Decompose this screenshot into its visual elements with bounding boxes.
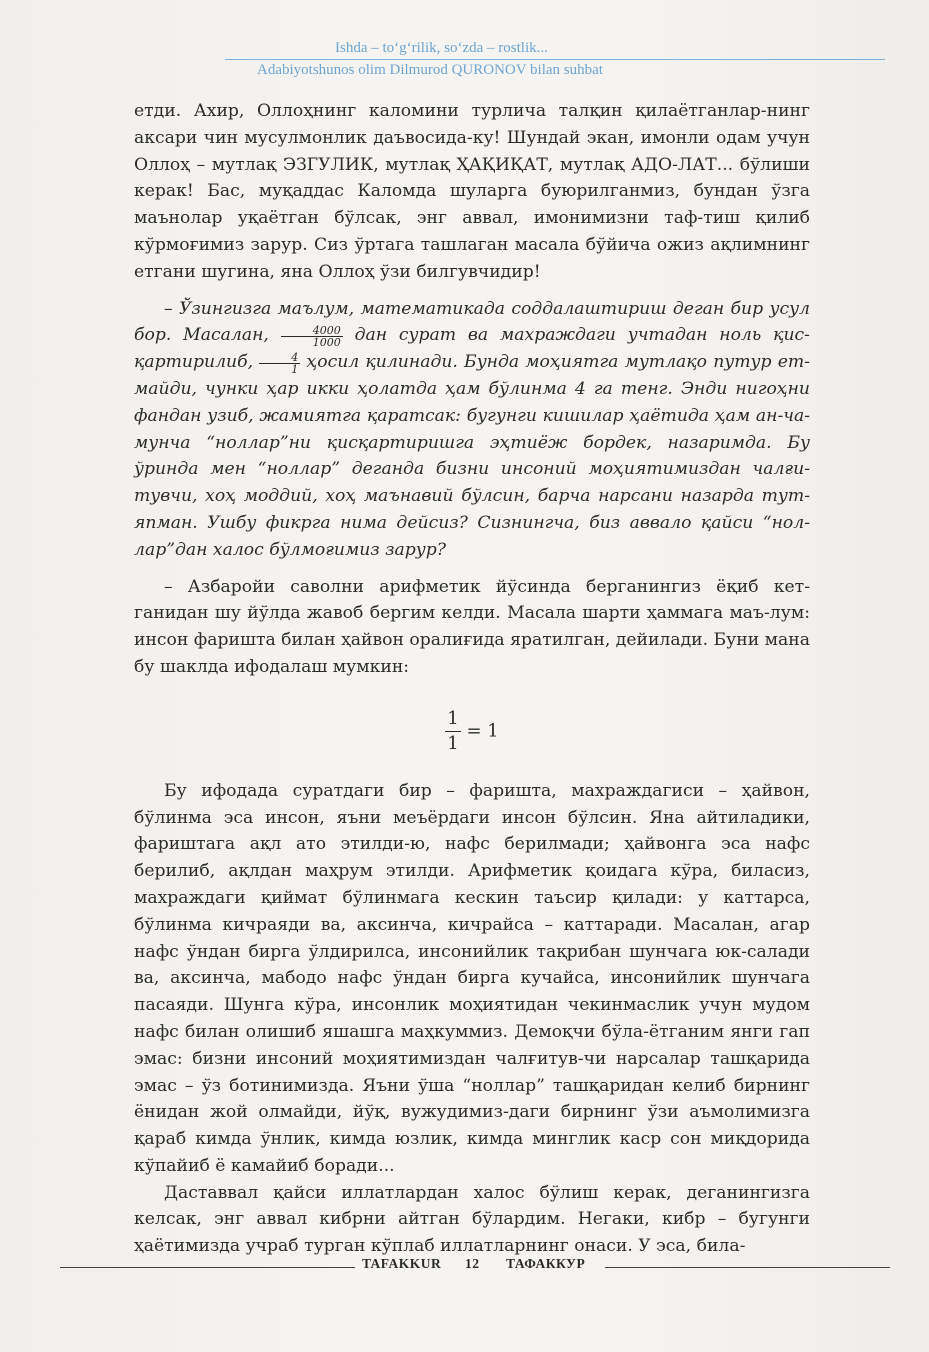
question-text-3: ҳосил қилинади. Бунда моҳиятга мутлақо путур ет-майди, чунки ҳар икки ҳолатда ҳам бўлинма 4 га тенг. Энди нигоҳни фандан узиб, жамиятга қаратсак: бугунги кишилар ҳаётида ҳам ан-ча-мунча “ноллар”ни қисқартиришга эҳтиёж бордек, назаримда. Бу ўринда мен “ноллар” деганда бизни инсоний моҳиятимиздан чалғи-тувчи, хоҳ моддий, хоҳ маънавий бўлсин, барча нарсани назарда тут-япман. Ушбу фикрга нима дейсиз? Сизнингча, биз аввало қайси “нол-лар”дан халос бўлмоғимиз зарур? (134, 352, 810, 560)
footer-magazine-latin: TAFAKKUR (362, 1256, 442, 1271)
fraction-numerator: 4 (259, 352, 300, 364)
footer-magazine-cyrillic: ТАФАККУР (506, 1256, 586, 1271)
fraction-numerator: 4000 (281, 325, 343, 337)
answer-paragraph: Даставвал қайси иллатлардан халос бўлиш керак, деганингизга келсак, энг аввал кибрни айтган бўлардим. Негаки, кибр – бугунги ҳаётимизда учраб турган кўплаб иллатларнинг онаси. У эса, била- (134, 1182, 810, 1257)
interviewer-question (134, 296, 810, 564)
article-body (134, 98, 810, 1260)
formula-fraction (445, 707, 460, 756)
question-text-1: – Ўзингизга маълум, математикада соддалаштириш деган бир усул бор. Масалан, (134, 298, 810, 346)
footer-rule-left (60, 1267, 355, 1268)
running-head-title: Ishda – to‘g‘rilik, so‘zda – rostlik... (335, 40, 548, 56)
page-footer (60, 1256, 890, 1276)
fraction-4-1 (259, 352, 300, 375)
fraction-4000-1000 (281, 325, 343, 348)
formula-numerator: 1 (445, 707, 460, 732)
running-head (225, 38, 885, 80)
question-text-2: дан сурат ва махраждаги учтадан ноль қис-қартирилиб, (134, 325, 810, 373)
formula-rhs: = 1 (466, 720, 499, 742)
answer-intro: – Азбаройи саволни арифметик йўсинда берганингиз ёқиб кет-ганидан шу йўлда жавоб бергим келди. Масала шарти ҳаммага маъ-лум: инсон фаришта билан ҳайвон оралиғида яратилган, дейилади. Буни мана бу шаклда ифодалаш мумкин: (134, 576, 810, 677)
paragraph-continuation: етди. Ахир, Оллоҳнинг каломини турлича талқин қилаётганлар-нинг аксари чин мусулмонлик даъвосида-ку! Шундай экан, имонли одам учун Оллоҳ – мутлақ ЭЗГУЛИК, мутлақ ҲАҚИҚАТ, мутлақ АДО-ЛАТ... бўлиши керак! Бас, муқаддас Каломда шуларга буюрилганмиз, бундан ўзга маънолар уқаётган бўлсак, энг аввал, имонимизни таф-тиш қилиб кўрмоғимиз зарур. Сиз ўртага ташлаган масала бўйича ожиз ақлимнинг етгани шугина, яна Оллоҳ ўзи билгувчидир! (134, 101, 810, 282)
fraction-denominator: 1 (291, 363, 299, 377)
formula-denominator: 1 (447, 732, 459, 754)
running-head-subtitle: Adabiyotshunos olim Dilmurod QURONOV bilan suhbat (257, 62, 603, 78)
fraction-denominator: 1000 (312, 336, 341, 350)
formula (134, 707, 810, 756)
footer-rule-right (605, 1267, 890, 1268)
answer-paragraph: Бу ифодада суратдаги бир – фаришта, махраждагиси – ҳайвон, бўлинма эса инсон, яъни меъёрдаги инсон бўлсин. Яна айтиладики, фариштага ақл ато этилди-ю, нафс берилмади; ҳайвонга эса нафс берилиб, ақлдан маҳрум этилди. Арифметик қоидага кўра, биласиз, махраждаги қиймат бўлинмага кескин таъсир қилади: у каттарса, бўлинма кичраяди ва, аксинча, кичрайса – каттаради. Масалан, агар нафс ўндан бирга ўлдирилса, инсонийлик тақрибан шунчага юк-салади ва, аксинча, мабодо нафс ўндан бирга кучайса, инсонийлик шунчага пасаяди. Шунга кўра, инсонлик моҳиятидан чекинмаслик учун мудом нафс билан олишиб яшашга маҳкуммиз. Демоқчи бўла-ётганим янги гап эмас: бизни инсоний моҳиятимиздан чалғитув-чи нарсалар ташқарида эмас – ўз ботинимизда. Яъни ўша “ноллар” ташқаридан келиб бирнинг ёнидан жой олмайди, йўқ, вужудимиз-даги бирнинг ўзи аъмолимизга қараб кимда ўнлик, кимда юзлик, кимда минглик каср сон миқдорида кўпайиб ё камайиб боради... (134, 780, 810, 1176)
page-number: 12 (465, 1256, 480, 1271)
